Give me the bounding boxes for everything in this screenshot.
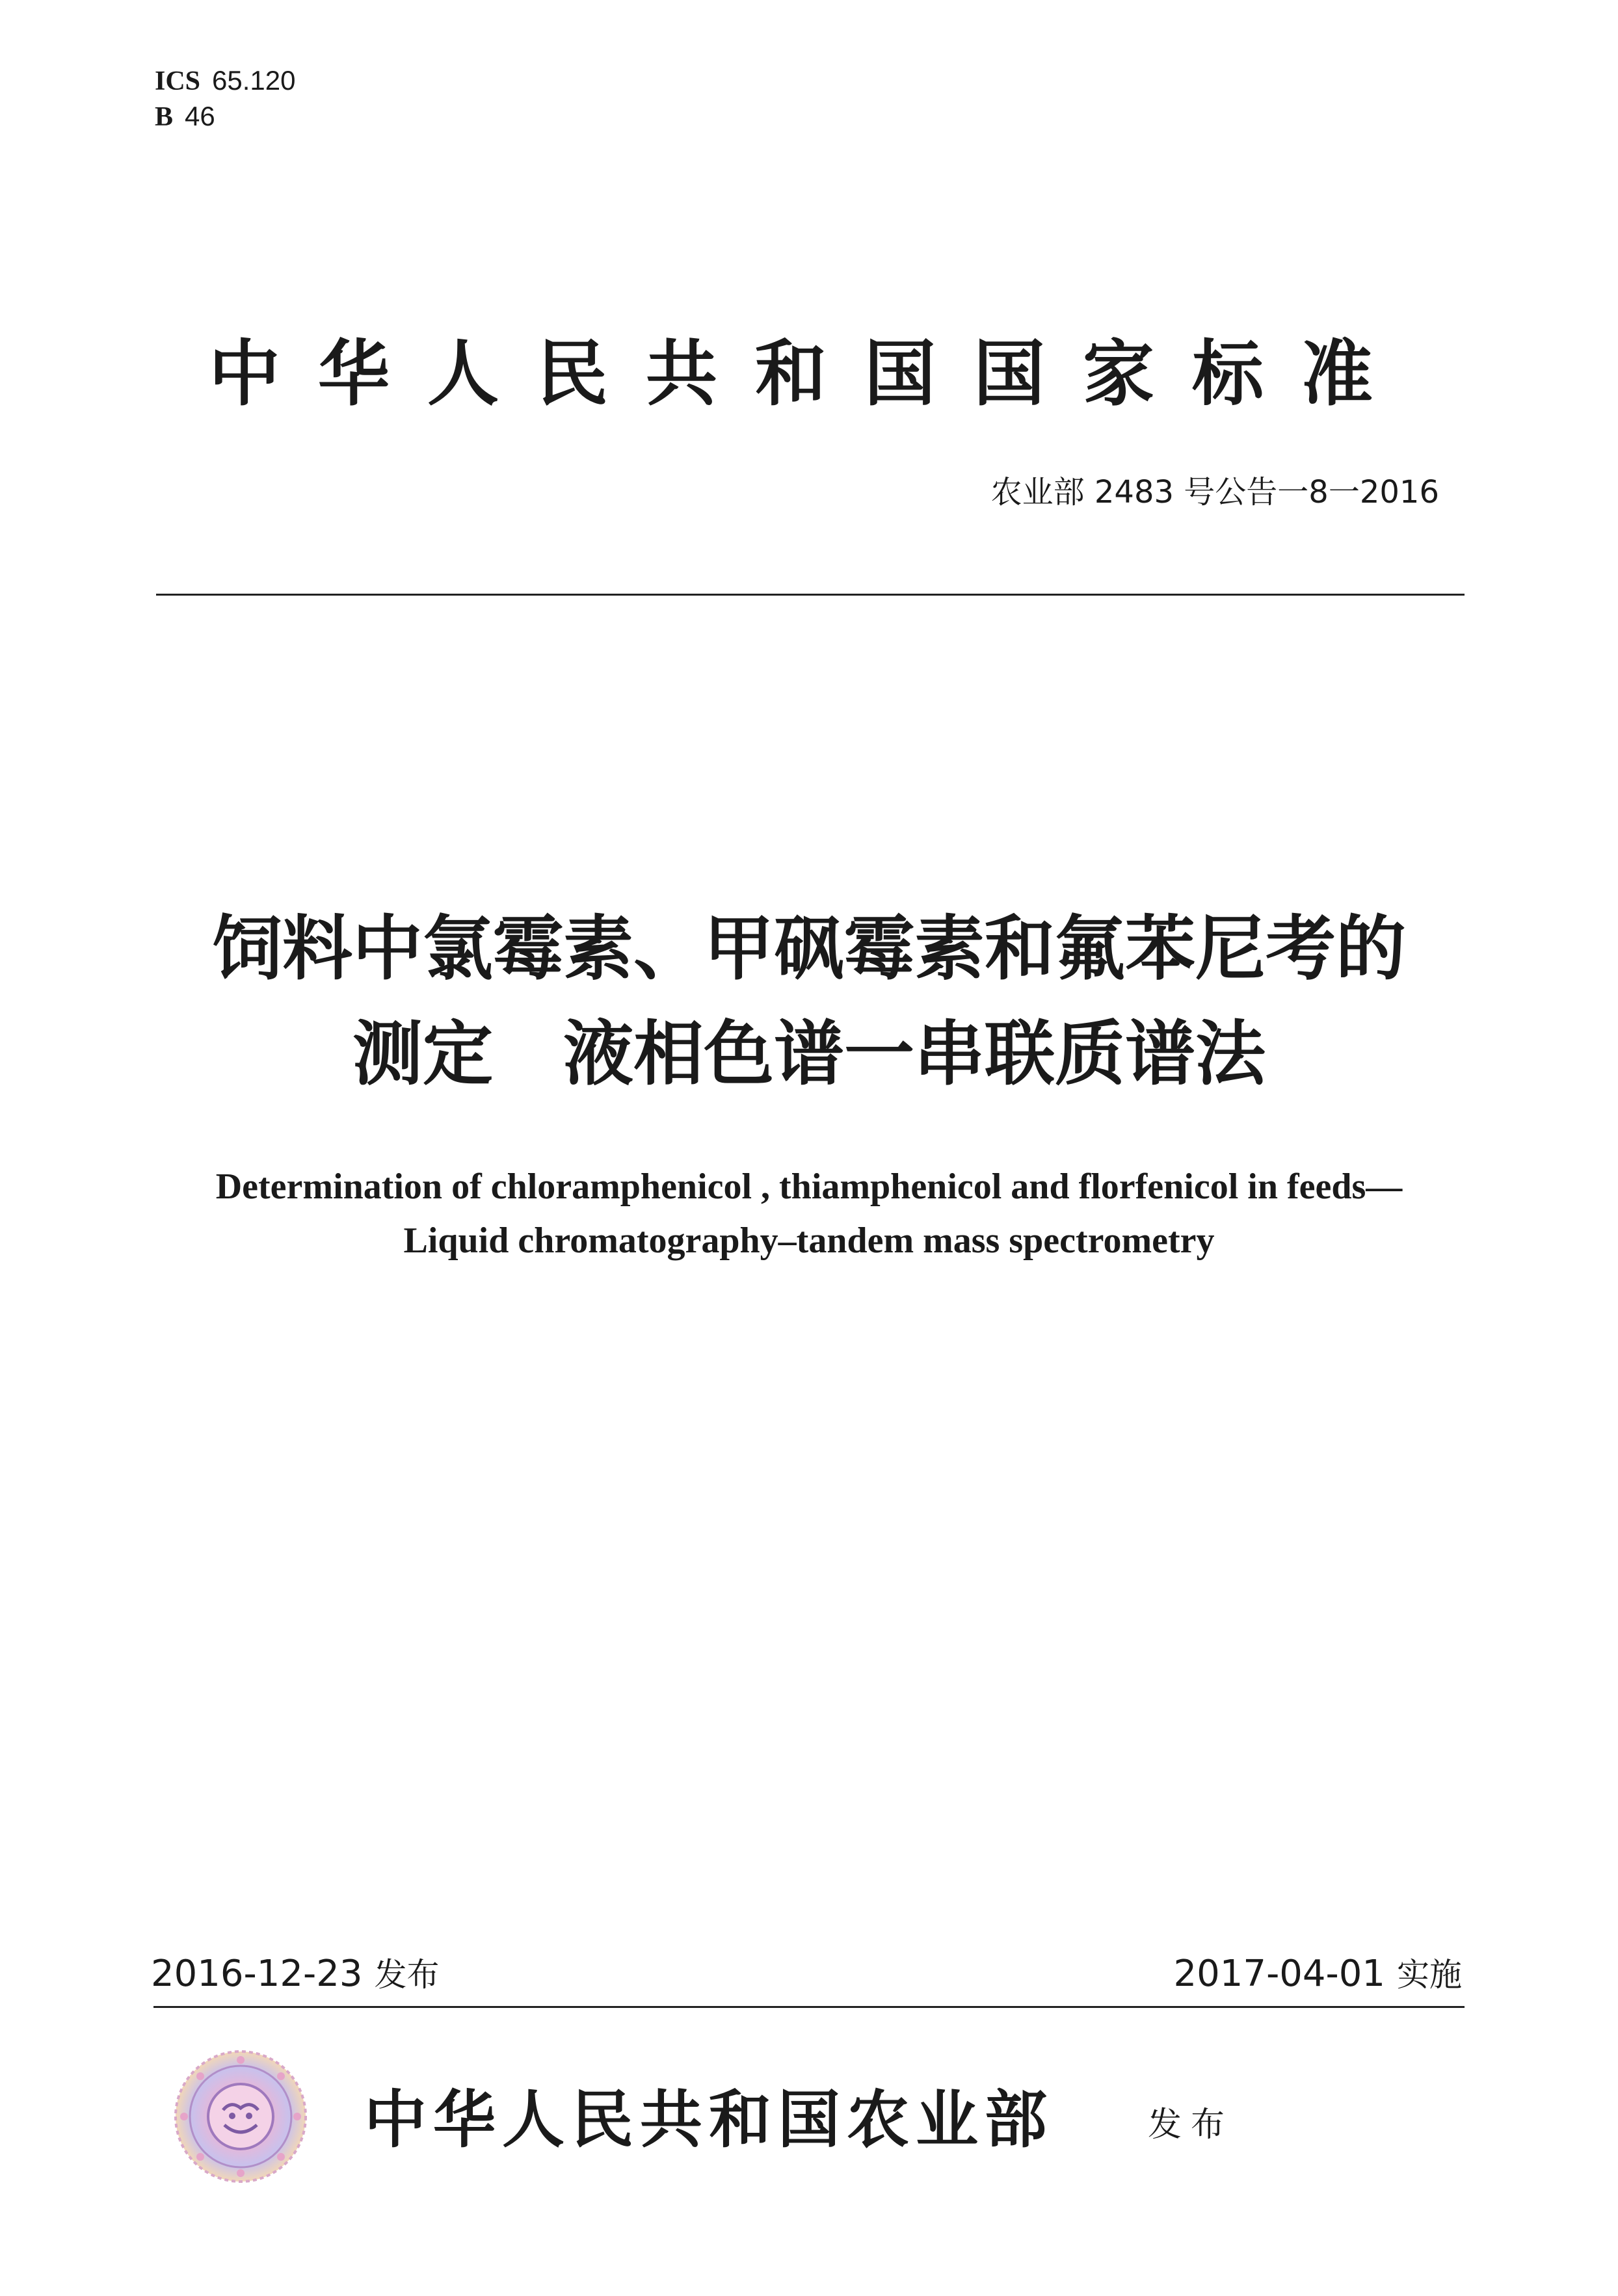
title-cn-line1: 饲料中氯霉素、甲砜霉素和氟苯尼考的 bbox=[211, 908, 1406, 990]
publish-label: 发布 bbox=[374, 1956, 440, 1994]
footer-divider bbox=[153, 2006, 1465, 2008]
header-divider bbox=[156, 594, 1465, 596]
b-key: B bbox=[155, 102, 174, 132]
title-en-line1: Determination of chloramphenicol , thiamphenicol and florfenicol in feeds— bbox=[215, 1167, 1403, 1207]
title-en-line2: Liquid chromatography–tandem mass spectrometry bbox=[403, 1221, 1215, 1261]
standard-type-heading: 中华人民共和国国家标准 bbox=[209, 332, 1411, 416]
implement-date-value: 2017-04-01 bbox=[1173, 1953, 1385, 1995]
ics-key: ICS bbox=[155, 66, 201, 96]
b-code bbox=[155, 98, 215, 136]
implement-label: 实施 bbox=[1397, 1956, 1462, 1994]
ministry-emblem bbox=[172, 2048, 309, 2185]
ics-value: 65.120 bbox=[212, 65, 296, 96]
issuer-name: 中华人民共和国农业部 bbox=[364, 2083, 1054, 2156]
implement-date bbox=[1174, 1948, 1462, 2001]
ics-code bbox=[155, 62, 296, 100]
b-value: 46 bbox=[185, 101, 215, 131]
issue-label: 发布 bbox=[1148, 2105, 1234, 2144]
standard-number: 农业部 2483 号公告一8一2016 bbox=[990, 474, 1439, 510]
publish-date-value: 2016-12-23 bbox=[151, 1953, 363, 1995]
title-cn-line2: 测定 液相色谱一串联质谱法 bbox=[352, 1014, 1266, 1095]
publish-date bbox=[151, 1948, 439, 2001]
emblem-icon bbox=[172, 2048, 309, 2185]
